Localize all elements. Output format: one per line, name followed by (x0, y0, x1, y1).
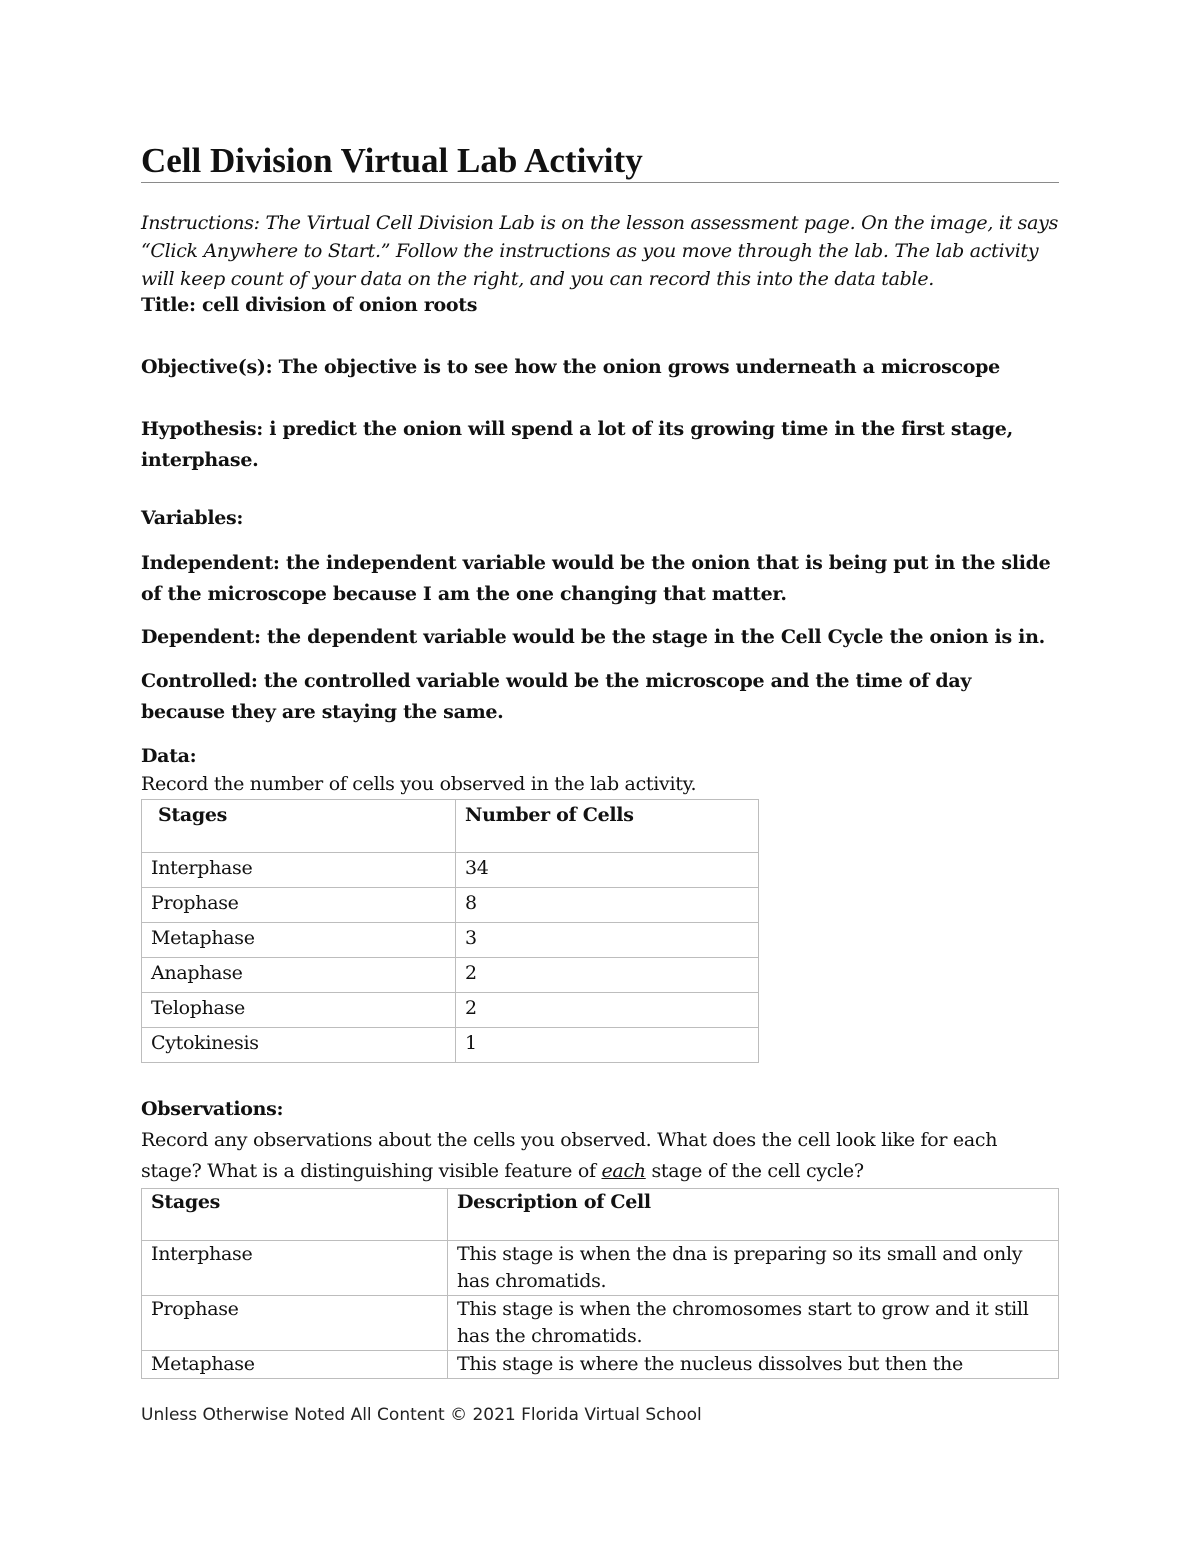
header-stages: Stages (142, 1189, 448, 1241)
table-row (142, 923, 759, 958)
table-row (142, 853, 759, 888)
count-cell: 3 (456, 923, 759, 958)
table-row (142, 888, 759, 923)
count-cell: 1 (456, 1028, 759, 1063)
observations-prompt-emphasis: each (601, 1160, 646, 1182)
objective: Objective(s): The objective is to see how the onion grows underneath a microscope (141, 356, 1000, 378)
table-header-row (142, 800, 759, 853)
table-row (142, 1241, 1059, 1296)
observations-prompt-text-end: stage of the cell cycle? (645, 1160, 864, 1182)
header-number-of-cells: Number of Cells (456, 800, 759, 853)
page-footer: Unless Otherwise Noted All Content © 2021 Florida Virtual School (141, 1405, 702, 1425)
hypothesis: Hypothesis: i predict the onion will spend a lot of its growing time in the first stage, interphase. (141, 418, 1013, 471)
table-row (142, 993, 759, 1028)
table-row (142, 1351, 1059, 1379)
table-row (142, 1028, 759, 1063)
data-label: Data: (141, 745, 197, 767)
table-row (142, 958, 759, 993)
description-cell: This stage is when the dna is preparing so its small and only has chromatids. (448, 1241, 1059, 1296)
count-cell: 2 (456, 958, 759, 993)
data-table (141, 799, 759, 1063)
dependent-variable: Dependent: the dependent variable would be the stage in the Cell Cycle the onion is in. (141, 626, 1045, 648)
independent-variable: Independent: the independent variable would be the onion that is being put in the slide of the microscope because I am the one changing that matter. (141, 552, 1051, 605)
controlled-variable: Controlled: the controlled variable would be the microscope and the time of day because they are staying the same. (141, 670, 972, 723)
description-cell: This stage is where the nucleus dissolves but then the (448, 1351, 1059, 1379)
header-description: Description of Cell (448, 1189, 1059, 1241)
document-title: Cell Division Virtual Lab Activity (141, 140, 1059, 183)
stage-cell: Interphase (142, 853, 456, 888)
table-header-row (142, 1189, 1059, 1241)
stage-cell: Cytokinesis (142, 1028, 456, 1063)
observations-prompt-text: Record any observations about the cells you observed. What does the cell look like for each stage? What is a distinguishing visible feature of (141, 1129, 998, 1182)
stage-cell: Prophase (142, 888, 456, 923)
observations-label: Observations: (141, 1098, 284, 1120)
stage-cell: Metaphase (142, 923, 456, 958)
stage-cell: Interphase (142, 1241, 448, 1296)
instructions-paragraph: Instructions: The Virtual Cell Division Lab is on the lesson assessment page. On the image, it says “Click Anywhere to Start.” Follow the instructions as you move through the lab. The lab activity will keep count of your data on the right, and you can record this into the data table. (141, 212, 1059, 290)
count-cell: 34 (456, 853, 759, 888)
variables-label: Variables: (141, 507, 244, 529)
lab-title: Title: cell division of onion roots (141, 294, 478, 316)
stage-cell: Telophase (142, 993, 456, 1028)
count-cell: 8 (456, 888, 759, 923)
stage-cell: Prophase (142, 1296, 448, 1351)
stage-cell: Metaphase (142, 1351, 448, 1379)
observations-table (141, 1188, 1059, 1379)
header-stages: Stages (142, 800, 456, 853)
data-prompt: Record the number of cells you observed in the lab activity. (141, 773, 697, 795)
description-cell: This stage is when the chromosomes start to grow and it still has the chromatids. (448, 1296, 1059, 1351)
observations-prompt (141, 1125, 1059, 1187)
stage-cell: Anaphase (142, 958, 456, 993)
table-row (142, 1296, 1059, 1351)
count-cell: 2 (456, 993, 759, 1028)
